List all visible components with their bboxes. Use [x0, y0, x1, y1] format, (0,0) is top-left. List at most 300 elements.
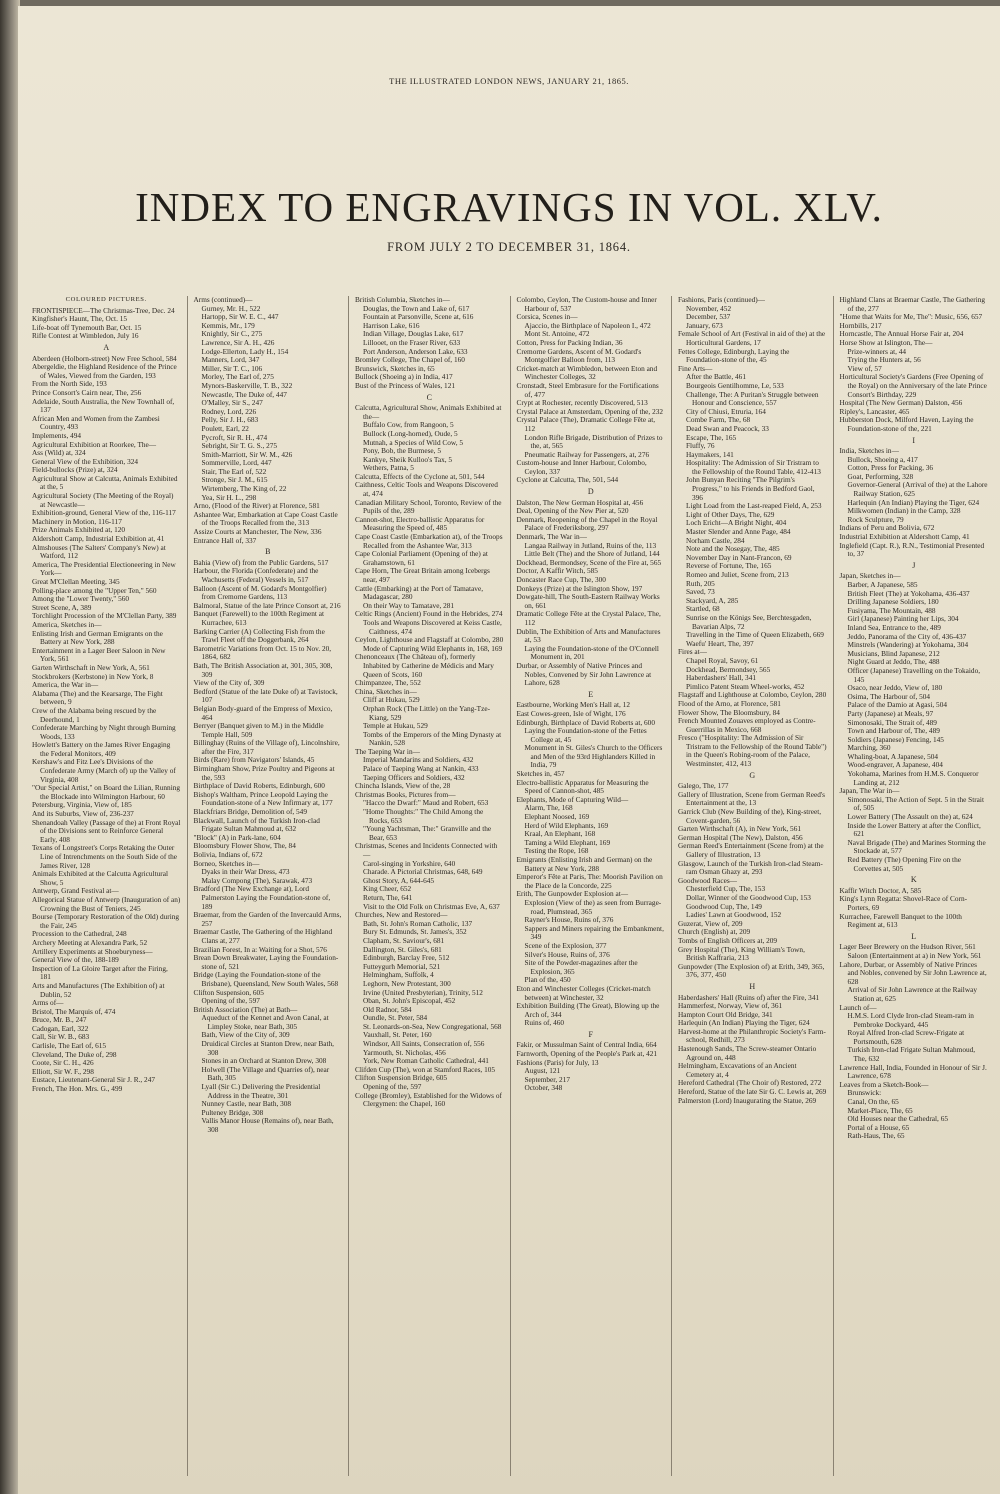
index-entry: Launch of— — [839, 1002, 877, 1012]
index-subentry: Haymakers, 141 — [686, 449, 734, 459]
index-subentry: Monument in St. Giles's Church to the Officers and Men of the 93rd Highlanders Killed in India, 79 — [524, 743, 663, 770]
index-subentry: Dyaks in their War Dress, 473 — [201, 867, 290, 877]
index-entry: Agricultural Society (The Meeting of the Royal) at Newcastle— — [32, 491, 174, 509]
index-entry: Exhibition-ground, General View of the, 116-117 — [32, 508, 176, 518]
index-entry: Calcutta, Agricultural Show, Animals Exhibited at the— — [355, 403, 502, 421]
index-subentry: Lower Battery (The Assault on the) at, 624 — [847, 812, 973, 822]
index-entry: "Block" (A) in Park-lane, 604 — [193, 832, 281, 842]
index-entry: Hospital (The New German) Dalston, 456 — [839, 398, 963, 408]
index-subentry: "Hacco the Dwarf:" Maud and Robert, 653 — [363, 798, 489, 808]
index-entry: Alabama (The) and the Kearsarge, The Fight between, 9 — [32, 688, 163, 707]
index-subentry: Hospitality: The Admission of Sir Tristram to the Fellowship of the Round Table, 412-413 — [686, 458, 821, 476]
index-subentry: Combe Farm, The, 68 — [686, 415, 751, 425]
index-subentry: Stronge, Sir J. M., 615 — [201, 475, 268, 485]
index-subentry: Smith-Marriott, Sir W. M., 426 — [201, 449, 293, 459]
index-entry: Fresco ("Hospitality: The Admission of Sir Tristram to the Fellowship of the Round Table") in the Queen's Robing-room of the Palace, Westminster, 412, 413 — [678, 733, 827, 769]
index-entry: Adelaide, South Australia, the New Townhall of, 137 — [32, 396, 175, 415]
index-subentry: Portal of a House, 65 — [847, 1122, 910, 1132]
index-subentry: Poulett, Earl, 22 — [201, 423, 249, 433]
index-subentry: Pony, Bob, the Burmese, 5 — [363, 446, 441, 456]
index-subentry: O'Malley, Sir S., 247 — [201, 398, 263, 408]
index-entry: Carlisle, The Earl of, 615 — [32, 1041, 107, 1051]
index-entry: China, Sketches in— — [355, 686, 417, 696]
index-entry: Stockbrokers (Kerbstone) in New York, 8 — [32, 671, 154, 681]
index-subentry: Knightly, Sir C., 275 — [201, 329, 263, 339]
index-subentry: Bath, St. John's Roman Catholic, 137 — [363, 918, 473, 928]
index-entry: Leaves from a Sketch-Book— — [839, 1079, 929, 1089]
index-entry: Denmark, Reopening of the Chapel in the Royal Palace of Frederiksborg, 297 — [516, 514, 658, 533]
index-entry: Flagstaff and Lighthouse at Colombo, Ceylon, 280 — [678, 690, 827, 700]
section-letter: A — [103, 342, 110, 352]
index-entry: Fires at— — [678, 647, 707, 657]
index-entry: Christmas, Scenes and Incidents Connected with— — [355, 841, 498, 859]
index-entry: Bedford (Statue of the late Duke of) at Tavistock, 107 — [193, 686, 338, 705]
index-entry: Caithness, Celtic Tools and Weapons Discovered at, 474 — [355, 480, 498, 499]
index-subentry: Bury St. Edmunds, St. James's, 352 — [363, 927, 467, 937]
index-entry: Exhibition Building (The Great), Blowing up the Arch of, 344 — [516, 1001, 660, 1019]
index-subentry: Simonosaki, The Strait of, 489 — [847, 717, 937, 727]
index-entry: General View of the, 188-189 — [32, 955, 119, 965]
index-entry: Assize Courts at Manchester, The New, 336 — [193, 527, 322, 537]
index-entry: British Association (The) at Bath— — [193, 1004, 298, 1014]
index-entry: Kaffir Witch Doctor, A, 585 — [839, 885, 922, 895]
index-entry: Galego, The, 177 — [678, 781, 729, 791]
index-subentry: Reverse of Fortune, The, 165 — [686, 561, 772, 571]
index-entry: Doncaster Race Cup, The, 300 — [516, 575, 606, 584]
index-entry: Gallery of Illustration, Scene from German Reed's Entertainment at the, 13 — [678, 789, 826, 808]
index-subentry: Fluffy, 76 — [686, 441, 715, 451]
section-letter: D — [587, 487, 594, 497]
index-subentry: Buffalo Cow, from Rangoon, 5 — [363, 420, 454, 430]
index-entry: Crew of the Alabama being rescued by the Deerhound, 1 — [32, 705, 157, 724]
index-entry: Elliott, Sir W. F., 298 — [32, 1066, 94, 1076]
index-entry: Birds (Rare) from Navigators' Islands, 45 — [193, 755, 315, 765]
index-subentry: Pelly, Sir J. H., 683 — [201, 415, 259, 425]
date-range-subtitle: FROM JULY 2 TO DECEMBER 31, 1864. — [387, 240, 631, 254]
index-subentry: Miller, Sir T. C., 106 — [201, 363, 263, 373]
running-head: THE ILLUSTRATED LONDON NEWS, JANUARY 21, 1865. — [389, 76, 629, 86]
index-subentry: Elephant Noosed, 169 — [524, 812, 590, 822]
index-subentry: King Cheer, 652 — [363, 884, 412, 894]
index-subentry: Saved, 73 — [686, 587, 715, 597]
index-entry: Crystal Palace (The), Dramatic College Fête at, 112 — [516, 415, 656, 433]
index-entry: And its Suburbs, View of, 236-237 — [32, 809, 134, 819]
index-entry: King's Lynn Regatta: Shovel-Race of Corn-Porters, 69 — [839, 894, 968, 912]
index-subentry: Canal, On the, 65 — [847, 1097, 899, 1107]
index-entry: America, Sketches in— — [32, 619, 102, 629]
index-entry: Animals Exhibited at the Calcutta Agricultural Show, 5 — [32, 869, 168, 887]
index-entry: Cape Horn, The Great Britain among Icebergs near, 497 — [355, 566, 490, 584]
index-entry: Banquet (Farewell) to the 100th Regiment at Kurrachee, 613 — [193, 609, 324, 627]
index-entry: Belgian Body-guard of the Empress of Mexico, 464 — [193, 703, 333, 722]
index-subentry: Taming a Wild Elephant, 169 — [524, 837, 611, 847]
index-subentry: Pimlico Patent Steam Wheel-works, 452 — [686, 681, 805, 691]
index-entry: Borneo, Sketches in— — [193, 858, 260, 868]
index-entry: Street Scene, A, 389 — [32, 602, 92, 612]
index-subentry: Leghorn, New Protestant, 300 — [363, 978, 451, 988]
index-entry: Bust of the Princess of Wales, 121 — [355, 380, 456, 390]
index-entry: Flood of the Arno, at Florence, 581 — [678, 698, 781, 708]
index-entry: Haberdashers' Hall (Ruins of) after the Fire, 341 — [678, 992, 820, 1002]
index-subentry: Plan of the, 450 — [524, 975, 571, 985]
index-entry: Garrick Club (New Building of the), King-street, Covent-garden, 56 — [678, 807, 822, 825]
index-subentry: Ruth, 205 — [686, 578, 715, 588]
index-entry: Inspection of La Gloire Target after the Firing, 181 — [32, 963, 168, 982]
index-entry: Guzerat, View of, 209 — [678, 918, 743, 928]
section-letter: K — [910, 875, 917, 885]
index-entry: German Reed's Entertainment (Scene from) at the Gallery of Illustration, 13 — [678, 841, 824, 859]
index-entry: "Our Special Artist," on Board the Lilian, Running the Blockade into Wilmington Harbour, 60 — [32, 783, 181, 801]
index-entry: Fashions (Paris) for July, 13 — [516, 1057, 599, 1067]
index-entry: Arts and Manufactures (The Exhibition of) at Dublin, 52 — [32, 980, 165, 999]
index-entry: Bolivia, Indians of, 672 — [193, 850, 263, 859]
index-subentry: Red Battery (The) Opening Fire on the Corvettes at, 505 — [847, 855, 961, 873]
index-subentry: Dockhead, Bermondsey, 565 — [686, 664, 771, 674]
index-subentry: British Fleet (The) at Yokohama, 436-437 — [847, 588, 970, 598]
index-entry: Machinery in Motion, 116-117 — [32, 516, 122, 526]
index-subentry: Inland Sea, Entrance to the, 489 — [847, 622, 941, 632]
index-entry: Implements, 494 — [32, 430, 82, 440]
index-subentry: Windsor, All Saints, Consecration of, 556 — [363, 1039, 485, 1049]
index-subentry: Edinburgh, Barclay Free, 512 — [363, 953, 450, 963]
index-entry: Cronstadt, Steel Embrasure for the Fortifications of, 477 — [516, 380, 659, 399]
index-subentry: Return, The, 641 — [363, 892, 413, 902]
index-subentry: Little Belt (The) and the Shore of Jutland, 144 — [524, 549, 660, 559]
index-column — [833, 296, 995, 1476]
index-subentry: Tombs of the Emperors of the Ming Dynasty at Nankin, 528 — [363, 729, 502, 748]
index-subentry: Mode of Capturing Wild Elephants in, 168, 169 — [363, 643, 503, 653]
index-entry: America, The Presidential Electioneering in New York— — [32, 559, 176, 578]
index-column — [671, 296, 833, 1476]
index-entry: Birthplace of David Roberts, Edinburgh, 600 — [193, 781, 325, 791]
index-subentry: Futteygurh Memorial, 521 — [363, 961, 441, 971]
index-entry: Prize Animals Exhibited at, 120 — [32, 525, 126, 535]
index-entry: View of the City of, 309 — [193, 678, 265, 688]
index-subentry: Kemmis, Mr., 179 — [201, 320, 255, 330]
index-entry: Highland Clans at Braemar Castle, The Gathering of the, 277 — [839, 296, 986, 313]
index-subentry: Douglas, the Town and Lake of, 617 — [363, 303, 470, 313]
index-subentry: Party (Japanese) at Meals, 97 — [847, 708, 934, 718]
index-entry: Hereford Cathedral (The Choir of) Restored, 272 — [678, 1078, 822, 1088]
index-subentry: Market-Place, The, 65 — [847, 1105, 913, 1115]
index-entry: Birmingham Show, Prize Poultry and Pigeons at the, 593 — [193, 764, 335, 782]
index-entry: Crystal Palace at Amsterdam, Opening of the, 232 — [516, 406, 664, 416]
index-entry: Howlett's Battery on the James River Engaging the Federal Monitors, 409 — [32, 740, 171, 758]
index-entry: Bromley College, The Chapel of, 160 — [355, 355, 465, 365]
index-subentry: Yokohama, Marines from H.M.S. Conqueror Landing at, 212 — [847, 769, 979, 787]
index-entry: Fashions, Paris (continued)— — [678, 296, 765, 304]
index-entry: Texans of Longstreet's Corps Retaking the Outer Line of Intrenchments on the South Side of the James River, 128 — [32, 843, 177, 870]
index-subentry: Laying the Foundation-stone of the Fettes College at, 45 — [524, 726, 647, 744]
index-subentry: Sappers and Miners repairing the Embankment, 349 — [524, 923, 664, 942]
index-entry: Chimpanzee, The, 552 — [355, 678, 421, 688]
index-entry: Prince Consort's Cairn near, The, 256 — [32, 387, 142, 397]
index-entry: Glasgow, Launch of the Turkish Iron-clad Steam-ram Osman Ghazy at, 293 — [678, 858, 823, 877]
index-subentry: Nunney Castle, near Bath, 308 — [201, 1099, 292, 1109]
index-entry: Deal, Opening of the New Pier at, 520 — [516, 506, 629, 516]
index-subentry: Kankye, Sheik Kulloo's Tax, 5 — [363, 454, 453, 464]
index-entry: Cape Colonial Parliament (Opening of the) at Grahamstown, 61 — [355, 549, 488, 567]
index-subentry: Chapel Royal, Savoy, 61 — [686, 655, 759, 665]
index-subentry: August, 121 — [524, 1066, 561, 1076]
index-entry: Japan, Sketches in— — [839, 571, 901, 581]
index-subentry: On their Way to Tamatave, 281 — [363, 600, 455, 610]
index-entry: Clifton Suspension, 605 — [193, 987, 264, 997]
index-subentry: Sebright, Sir T. G. S., 275 — [201, 441, 278, 451]
index-subentry: Druidical Circles at Stanton Drew, near Bath, 308 — [201, 1039, 334, 1057]
index-entry: Horncastle, The Annual Horse Fair at, 204 — [839, 329, 964, 339]
index-subentry: Rayner's House, Ruins of, 376 — [524, 915, 614, 925]
index-entry: Emperor's Fête at Paris, The: Moorish Pavilion on the Place de la Concorde, 225 — [516, 872, 663, 890]
index-subentry: Testing the Rope, 168 — [524, 846, 589, 856]
index-entry: Palmerston (Lord) Inaugurating the Statue, 269 — [678, 1095, 817, 1105]
index-columns — [26, 296, 994, 1476]
index-subentry: Temple at Hukau, 529 — [363, 721, 428, 731]
index-entry: Cleveland, The Duke of, 298 — [32, 1049, 117, 1059]
index-subentry: Mutnah, a Species of Wild Cow, 5 — [363, 437, 464, 447]
index-entry: French Mounted Zouaves employed as Contre-Guerrillas in Mexico, 668 — [678, 716, 816, 734]
index-entry: Donkeys (Prize) at the Islington Show, 197 — [516, 583, 643, 593]
index-entry: Kurrachee, Farewell Banquet to the 100th Regiment at, 613 — [839, 911, 962, 930]
index-subentry: Goat, Performing, 328 — [847, 471, 914, 481]
index-entry: Agricultural Exhibition at Roorkee, The— — [32, 439, 157, 449]
index-entry: Braemar, from the Garden of the Invercauld Arms, 257 — [193, 910, 342, 928]
index-subentry: Arrival of Sir John Lawrence at the Railway Station at, 625 — [847, 985, 977, 1003]
index-subentry: Cotton, Press for Packing, 36 — [847, 463, 934, 473]
index-entry: Cyclone at Calcutta, The, 501, 544 — [516, 475, 619, 485]
index-subentry: Mont St. Antoine, 472 — [524, 329, 590, 339]
index-subentry: Stair, The Earl of, 522 — [201, 466, 267, 476]
index-subentry: Goodwood Cup, The, 149 — [686, 901, 762, 911]
index-entry: Bath, The British Association at, 301, 305, 308, 309 — [193, 660, 333, 679]
index-entry: Eastbourne, Working Men's Hall at, 12 — [516, 700, 630, 710]
index-entry: Clifton Suspension Bridge, 605 — [355, 1073, 448, 1083]
index-subentry: November Day in Nant-Francon, 69 — [686, 552, 792, 562]
index-subentry: Herd of Wild Elephants, 169 — [524, 820, 609, 830]
index-entry: Tombs of English Officers at, 209 — [678, 935, 778, 945]
index-subentry: Stones in an Orchard at Stanton Drew, 308 — [201, 1056, 327, 1066]
index-entry: Eustace, Lieutenant-General Sir J. R., 247 — [32, 1075, 155, 1085]
index-entry: Allegorical Statue of Antwerp (Inauguration of an) Crowning the Bust of Teniers, 245 — [32, 894, 181, 913]
index-subentry: September, 217 — [524, 1074, 571, 1084]
index-entry: Bridge (Laying the Foundation-stone of the Brisbane), Queensland, New South Wales, 568 — [193, 970, 339, 988]
index-entry: Polling-place among the "Upper Ten," 560 — [32, 585, 157, 595]
index-subentry: Old Radnor, 584 — [363, 1004, 412, 1014]
index-entry: Cadogan, Earl, 322 — [32, 1023, 89, 1033]
index-subentry: Scene of the Explosion, 377 — [524, 940, 607, 950]
index-subentry: Governor-General (Arrival of the) at the Lahore Railway Station, 625 — [847, 480, 988, 499]
index-entry: Bishop's Waltham, Prince Leopold Laying the Foundation-stone of a New Infirmary at, 177 — [193, 789, 333, 808]
index-entry: Indians of Peru and Bolivia, 672 — [839, 523, 935, 533]
index-entry: Brunswick, Sketches in, 65 — [355, 363, 435, 373]
index-subentry: Alarm, The, 168 — [524, 803, 573, 813]
index-entry: Denmark, The War in— — [516, 532, 587, 542]
index-subentry: Drilling Japanese Soldiers, 180 — [847, 597, 939, 607]
page-title: INDEX TO ENGRAVINGS IN VOL. XLV. — [135, 184, 883, 231]
index-subentry: October, 348 — [524, 1083, 563, 1093]
index-entry: Farnworth, Opening of the People's Park at, 421 — [516, 1049, 658, 1059]
index-entry: Cremorne Gardens, Ascent of M. Godard's Montgolfier Balloon from, 113 — [516, 346, 642, 365]
index-subentry: Newcastle, The Duke of, 447 — [201, 389, 287, 399]
index-entry: Arms of— — [32, 998, 64, 1008]
index-entry: Electro-ballistic Apparatus for Measuring the Speed of Cannon-shot, 485 — [516, 777, 649, 796]
index-subentry: Pycroft, Sir R. H., 474 — [201, 432, 268, 442]
index-subentry: Ghost Story, A, 644-645 — [363, 875, 435, 885]
index-subentry: Waefu' Heart, The, 397 — [686, 638, 754, 648]
index-entry: Dockhead, Bermondsey, Scene of the Fire at, 565 — [516, 557, 662, 567]
index-entry: Christmas Books, Pictures from— — [355, 789, 456, 799]
index-subentry: Site of the Powder-magazines after the Explosion, 365 — [524, 958, 638, 976]
index-subentry: Turkish Iron-clad Frigate Sultan Mahmoud, The, 632 — [847, 1045, 976, 1064]
index-subentry: Rath-Haus, The, 65 — [847, 1131, 905, 1141]
section-letter: G — [749, 770, 756, 780]
index-entry: Churches, New and Restored— — [355, 910, 448, 920]
index-subentry: John Bunyan Reciting "The Pilgrim's Progress," to his Friends in Bedford Gaol, 396 — [686, 475, 815, 502]
index-entry: Japan, The War in— — [839, 786, 900, 796]
index-entry: Hornbills, 217 — [839, 320, 882, 330]
section-letter: F — [588, 1029, 593, 1039]
index-subentry: Vallis Manor House (Remains of), near Bath, 308 — [201, 1116, 334, 1134]
index-entry: Call, Sir W. B., 683 — [32, 1032, 90, 1042]
section-letter: E — [588, 689, 594, 699]
section-letter: I — [912, 435, 916, 445]
section-letter: B — [265, 547, 271, 557]
index-entry: Gunpowder (The Explosion of) at Erith, 349, 365, 376, 377, 450 — [678, 961, 825, 980]
index-entry: Ripley's, Lancaster, 465 — [839, 406, 910, 416]
index-subentry: Master Slender and Anne Page, 484 — [686, 527, 791, 537]
index-subentry: Hartopp, Sir W. E. C., 447 — [201, 312, 279, 322]
index-subentry: Aqueduct of the Kennet and Avon Canal, at Limpley Stoke, near Bath, 305 — [201, 1013, 329, 1031]
book-binding-edge — [0, 0, 20, 1494]
index-subentry: H.M.S. Lord Clyde Iron-clad Steam-ram in Pembroke Dockyard, 445 — [847, 1011, 974, 1029]
index-subentry: Laying the Foundation-stone of the O'Connell Monument in, 201 — [524, 643, 659, 662]
index-entry: Erith, The Gunpowder Explosion at— — [516, 889, 629, 899]
index-entry: Field-bullocks (Prize) at, 324 — [32, 465, 118, 475]
index-subentry: Holwell (The Village and Quarries of), near Bath, 305 — [201, 1064, 330, 1083]
index-subentry: View of, 57 — [847, 363, 882, 373]
index-entry: General View of the Exhibition, 324 — [32, 456, 139, 466]
index-subentry: Romeo and Juliet, Scene from, 213 — [686, 570, 789, 579]
index-entry: Dowgate-hill, The South-Eastern Railway Works on, 661 — [516, 592, 660, 610]
index-entry: Bahia (View of) from the Public Gardens, 517 — [193, 557, 329, 567]
index-subentry: Pulteney Bridge, 308 — [201, 1107, 264, 1117]
index-subentry: Taeping Officers and Soldiers, 432 — [363, 772, 465, 782]
index-subentry: City of Chiusi, Etruria, 164 — [686, 406, 766, 416]
index-entry: Arms (continued)— — [193, 296, 253, 304]
index-entry: Doctor, A Kaffir Witch, 585 — [516, 566, 598, 576]
section-letter: C — [426, 392, 432, 402]
index-subentry: Lawrence, Sir A. H., 426 — [201, 337, 275, 347]
index-subentry: Port Anderson, Anderson Lake, 633 — [363, 346, 468, 356]
index-entry: Confederate Marching by Night through Burning Woods, 133 — [32, 723, 176, 741]
index-entry: African Men and Women from the Zambesi Country, 493 — [32, 413, 160, 432]
index-entry: Balmoral, Statue of the late Prince Consort at, 216 — [193, 600, 341, 610]
index-subentry: Pneumatic Railway for Passengers, at, 276 — [524, 449, 650, 459]
index-subentry: Fusiyama, The Mountain, 488 — [847, 605, 936, 615]
index-entry: Procession to the Cathedral, 248 — [32, 929, 127, 939]
index-entry: Bristol, The Marquis of, 474 — [32, 1006, 116, 1016]
index-subentry: Prize-winners at, 44 — [847, 346, 907, 356]
index-entry: Cricket-match at Wimbledon, between Eton and Winchester Colleges, 32 — [516, 363, 658, 382]
index-subentry: Inside the Lower Battery at after the Conflict, 621 — [847, 820, 981, 839]
index-entry: Among the "Lower Twenty," 560 — [32, 594, 130, 604]
index-subentry: Light of Other Days, The, 629 — [686, 509, 775, 519]
index-entry: College (Bromley), Established for the Widows of Clergymen: the Chapel, 160 — [355, 1090, 502, 1109]
index-entry: Kingfisher's Haunt, The, Oct. 15 — [32, 314, 128, 324]
index-subentry: Girl (Japanese) Painting her Lips, 304 — [847, 614, 959, 624]
index-entry: Church (English) at, 209 — [678, 927, 751, 937]
index-entry: Entrance Hall of, 337 — [193, 535, 257, 545]
index-entry: Shenandoah Valley (Passage of the) at Front Royal of the Divisions sent to Reinforce General Early, 408 — [32, 817, 181, 844]
index-entry: Inglefield (Capt. R.), R.N., Testimonial Presented to, 37 — [839, 540, 985, 559]
index-entry: Braemar Castle, The Gathering of the Highland Clans at, 277 — [193, 927, 333, 945]
index-subentry: Challenge, The: A Puritan's Struggle between Honour and Conscience, 557 — [686, 389, 819, 408]
index-subentry: Visit to the Old Folk on Christmas Eve, A, 637 — [363, 901, 500, 911]
index-entry: Bloomsbury Flower Show, The, 84 — [193, 841, 296, 851]
index-entry: The Taeping War in— — [355, 746, 420, 756]
index-subentry: Wirtemberg, The King of, 22 — [201, 484, 287, 494]
index-subentry: Cliff at Hukau, 529 — [363, 695, 420, 705]
index-subentry: December, 537 — [686, 312, 731, 322]
index-subentry: Minstrels (Wandering) at Yokohama, 304 — [847, 640, 969, 650]
index-entry: Helmingham, Excavations of an Ancient Cemetery at, 4 — [678, 1061, 797, 1079]
index-subentry: Musicians, Blind Japanese, 212 — [847, 648, 940, 658]
index-entry: Harbour, the Florida (Confederate) and the Wachusetts (Federal) Vessels in, 517 — [193, 566, 319, 584]
index-subentry: Yarmouth, St. Nicholas, 456 — [363, 1047, 446, 1057]
index-entry: Life-boat off Tynemouth Bar, Oct. 15 — [32, 322, 142, 332]
index-subentry: Naval Brigade (The) and Marines Storming the Stockade at, 577 — [847, 837, 986, 856]
index-entry: Hammerfest, Norway, View of, 361 — [678, 1001, 783, 1011]
index-subentry: Trying the Hunters at, 56 — [847, 355, 921, 365]
index-subentry: Oban, St. John's Episcopal, 452 — [363, 996, 456, 1006]
index-entry: Custom-house and Inner Harbour, Colombo, Ceylon, 337 — [516, 458, 647, 476]
index-subentry: Opening of the, 597 — [363, 1082, 422, 1092]
index-entry: Cotton, Press for Packing Indian, 36 — [516, 337, 623, 347]
index-subentry: Marching, 360 — [847, 743, 891, 753]
index-entry: Goodwood Races— — [678, 875, 737, 885]
index-subentry: Wethers, Patna, 5 — [363, 463, 414, 473]
index-entry: Durbar, or Assembly of Native Princes and Nobles, Convened by Sir John Lawrence at Lahore, 628 — [516, 660, 652, 688]
index-subentry: Osaco, near Jeddo, View of, 180 — [847, 683, 943, 693]
index-subentry: Malay Compong (The), Sarawak, 473 — [201, 875, 313, 885]
index-subentry: Officer (Japanese) Travelling on the Tokaido, 145 — [847, 665, 981, 684]
index-column — [187, 296, 349, 1476]
index-entry: Hubberston Dock, Milford Haven, Laying the Foundation-stone of the, 221 — [839, 415, 974, 433]
index-subentry: Manners, Lord, 347 — [201, 355, 260, 365]
index-entry: Fine Arts— — [678, 363, 713, 373]
index-subentry: York, New Roman Catholic Cathedral, 441 — [363, 1056, 489, 1066]
index-entry: Harlequin (An Indian) Playing the Tiger, 624 — [678, 1018, 810, 1028]
index-subentry: Ajaccio, the Birthplace of Napoleon I., 472 — [524, 320, 651, 330]
index-entry: Chincha Islands, View of the, 28 — [355, 781, 451, 791]
index-subentry: Old Houses near the Cathedral, 65 — [847, 1114, 949, 1124]
index-entry: Antwerp, Grand Festival at— — [32, 886, 119, 896]
index-column — [348, 296, 510, 1476]
index-entry: Great M'Clellan Meeting, 345 — [32, 577, 120, 586]
index-entry: Ashantee War, Embarkation at Cape Coast Castle of the Troops Recalled from the, 313 — [193, 509, 338, 528]
index-entry: Industrial Exhibition at Aldershott Camp, 41 — [839, 532, 970, 542]
index-subentry: Light Load from the Last-reaped Field, A, 253 — [686, 501, 822, 511]
index-subentry: Travelling in the Time of Queen Elizabeth, 669 — [686, 630, 824, 640]
newspaper-page — [18, 6, 1000, 1494]
index-subentry: Startled, 68 — [686, 604, 720, 614]
index-subentry: Imperial Mandarins and Soldiers, 432 — [363, 755, 474, 765]
index-entry: Fakir, or Mussulman Saint of Central India, 664 — [516, 1040, 657, 1050]
index-subentry: Chesterfield Cup, The, 153 — [686, 884, 766, 894]
index-subentry: Dollar, Winner of the Goodwood Cup, 153 — [686, 892, 811, 902]
index-subentry: Royal Alfred Iron-clad Screw-Frigate at Portsmouth, 628 — [847, 1028, 965, 1046]
index-subentry: Lillooet, on the Fraser River, 633 — [363, 337, 461, 347]
